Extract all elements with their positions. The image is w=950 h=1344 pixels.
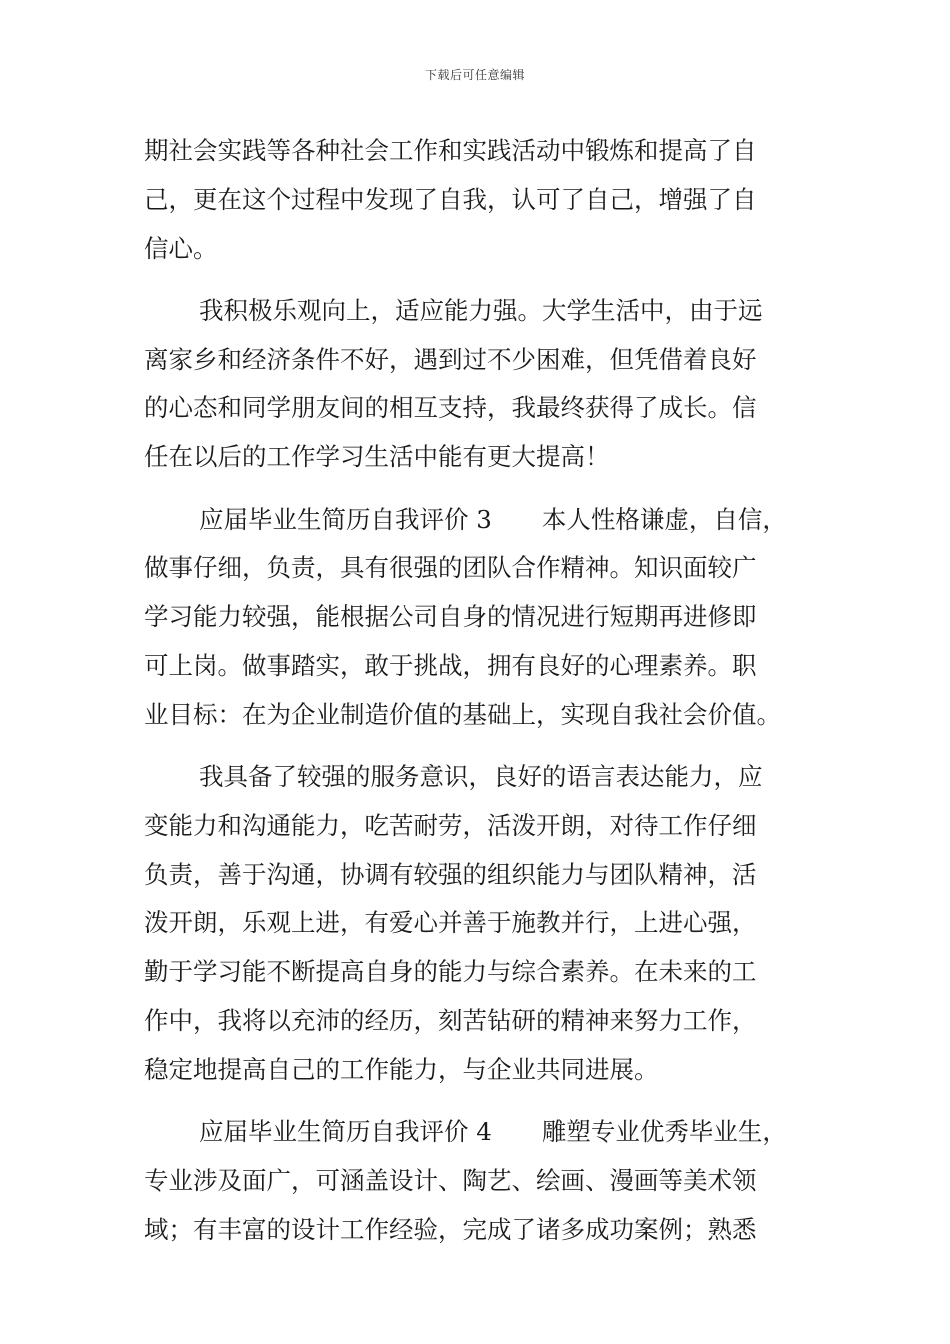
section-heading: 应届毕业生简历自我评价 3: [199, 504, 492, 534]
text-line: [144, 496, 809, 545]
text-line: 我具备了较强的服务意识，良好的语言表达能力，应: [199, 762, 763, 792]
text-line: 己，更在这个过程中发现了自我，认可了自己，增强了自: [144, 184, 757, 214]
paragraph: [144, 1108, 809, 1254]
paragraph: [144, 753, 809, 1095]
text-line: [144, 1108, 809, 1157]
text-line: 任在以后的工作学习生活中能有更大提高！: [144, 442, 610, 472]
paragraph: [144, 287, 809, 482]
text-line: 可上岗。做事踏实，敢于挑战，拥有良好的心理素养。职: [144, 650, 757, 680]
text-line: 勤于学习能不断提高自身的能力与综合素养。在未来的工: [144, 957, 757, 987]
text-line: 离家乡和经济条件不好，遇到过不少困难，但凭借着良好: [144, 344, 757, 374]
text-line: 做事仔细，负责，具有很强的团队合作精神。知识面较广: [144, 553, 757, 583]
text-line: 负责，善于沟通，协调有较强的组织能力与团队精神，活: [144, 859, 757, 889]
text-line: 的心态和同学朋友间的相互支持，我最终获得了成长。信: [144, 393, 757, 423]
text-line: 变能力和沟通能力，吃苦耐劳，活泼开朗，对待工作仔细: [144, 810, 757, 840]
text-line: 泼开朗，乐观上进，有爱心并善于施教并行，上进心强，: [144, 908, 757, 938]
document-body: [144, 127, 809, 1255]
text-line: 域；有丰富的设计工作经验，完成了诸多成功案例；熟悉: [144, 1214, 757, 1244]
page-header: 下载后可任意编辑: [424, 68, 525, 82]
text-line: 专业涉及面广，可涵盖设计、陶艺、绘画、漫画等美术领: [144, 1165, 757, 1195]
paragraph: [144, 127, 809, 273]
paragraph: [144, 496, 809, 740]
text-line: 信心。: [144, 233, 218, 263]
text-line: 业目标：在为企业制造价值的基础上，实现自我社会价值。: [144, 699, 781, 729]
text-fragment: 本人性格谦虚，自信，: [541, 504, 787, 534]
text-line: 学习能力较强，能根据公司自身的情况进行短期再进修即: [144, 602, 757, 632]
text-line: 作中，我将以充沛的经历，刻苦钻研的精神来努力工作，: [144, 1006, 757, 1036]
text-line: 我积极乐观向上，适应能力强。大学生活中，由于远: [199, 295, 763, 325]
section-heading: 应届毕业生简历自我评价 4: [199, 1117, 492, 1147]
text-line: 期社会实践等各种社会工作和实践活动中锻炼和提高了自: [144, 136, 757, 165]
text-line: 稳定地提高自己的工作能力，与企业共同进展。: [144, 1054, 659, 1084]
text-fragment: 雕塑专业优秀毕业生，: [541, 1117, 787, 1147]
